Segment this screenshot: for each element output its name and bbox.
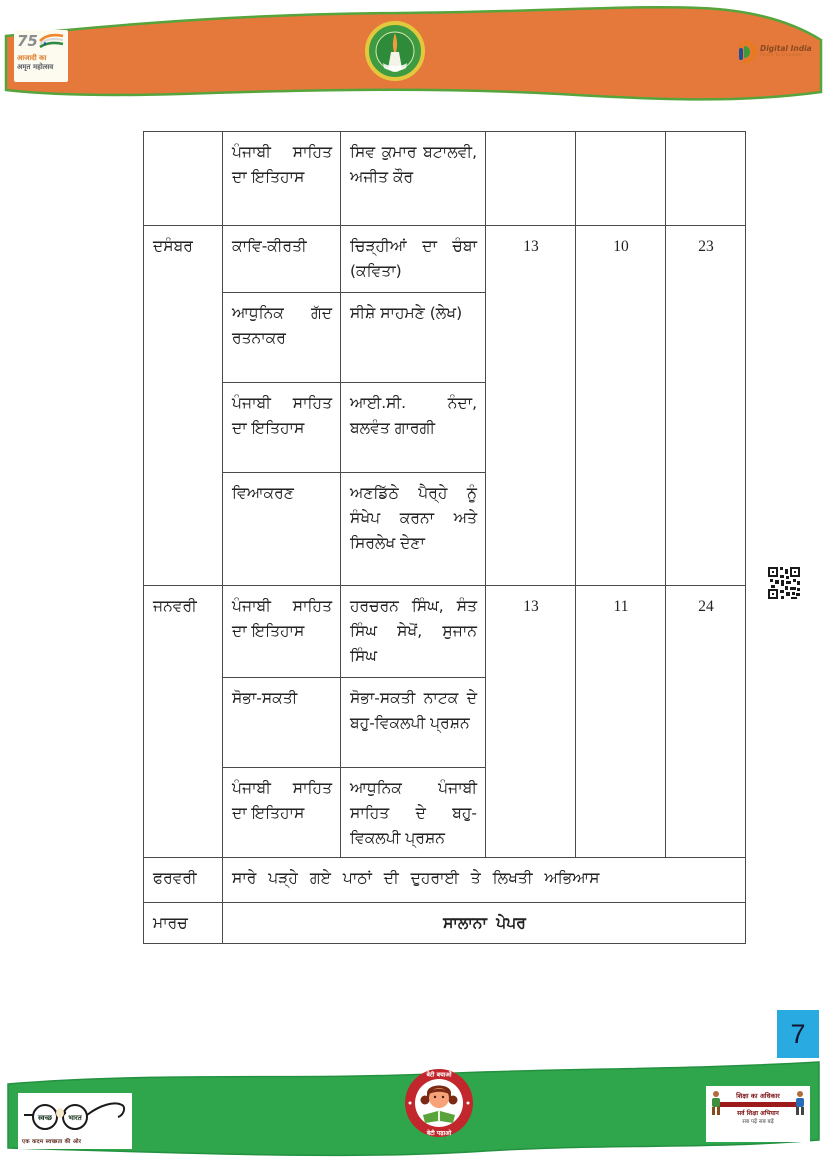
digital-india-logo <box>736 38 812 66</box>
rte-title: शिक्षा का अधिकार <box>736 1092 780 1100</box>
digital-india-title: Digital India <box>760 44 812 53</box>
spectacles-icon <box>18 1093 132 1137</box>
page-number-badge <box>777 1010 819 1058</box>
cell-num: 24 <box>666 586 746 858</box>
beti-bachao-beti-padhao-logo <box>403 1067 475 1139</box>
swachh-lens2-text: भारत <box>68 1114 82 1122</box>
education-board-emblem <box>365 19 425 83</box>
qr-code <box>766 563 802 601</box>
digital-india-mark-icon <box>736 38 758 66</box>
cell-content: ਸੀਸ਼ੇ ਸਾਹਮਣੇ (ਲੇਖ) <box>341 293 486 383</box>
cell-content: ਆਧੁਨਿਕ ਪੰਜਾਬੀ ਸਾਹਿਤ ਦੇ ਬਹੁ-ਵਿਕਲਪੀ ਪ੍ਰਸ਼ਨ <box>341 768 486 858</box>
table-row <box>144 226 746 293</box>
cell-content: ਸੋਭਾ-ਸਕਤੀ ਨਾਟਕ ਦੇ ਬਹੁ-ਵਿਕਲਪੀ ਪ੍ਰਸ਼ਨ <box>341 678 486 768</box>
azadi-line2: अमृत महोत्सव <box>17 63 54 71</box>
tricolor-flag-icon <box>38 32 64 50</box>
swachh-lens1-text: स्वच्छ <box>37 1114 53 1122</box>
cell-num: 10 <box>576 226 666 586</box>
cell-topic: ਵਿਆਕਰਣ <box>223 473 341 586</box>
cell-num <box>486 132 576 226</box>
azadi-line1: आजादी का <box>17 54 47 62</box>
cell-num: 13 <box>486 226 576 586</box>
cell-num: 11 <box>576 586 666 858</box>
cell-topic: ਸੋਭਾ-ਸਕਤੀ <box>223 678 341 768</box>
rte-child-left-icon <box>709 1090 723 1116</box>
cell-num: 23 <box>666 226 746 586</box>
cell-content: ਸਿਵ ਕੁਮਾਰ ਬਟਾਲਵੀ, ਅਜੀਤ ਕੌਰ <box>341 132 486 226</box>
beti-top-text: बेटी बचाओ <box>426 1071 452 1079</box>
cell-num <box>666 132 746 226</box>
table-row <box>144 132 746 226</box>
rte-line1: सर्व शिक्षा अभियान <box>737 1110 779 1117</box>
cell-content: ਅਣਡਿੱਠੇ ਪੈਰ੍ਹੇ ਨੂੰ ਸੰਖੇਪ ਕਰਨਾ ਅਤੇ ਸਿਰਲੇਖ ਦੇਣਾ <box>341 473 486 586</box>
azadi-amrit-mahotsav-logo <box>14 30 68 82</box>
swachh-tagline: एक कदम स्वच्छता की ओर <box>22 1139 82 1145</box>
table-row <box>144 858 746 903</box>
azadi-75-numeral: 75 <box>17 32 38 50</box>
table-row <box>144 903 746 944</box>
swachh-bharat-logo <box>18 1093 132 1149</box>
cell-month <box>144 132 223 226</box>
page-number: 7 <box>790 1018 806 1049</box>
cell-month: ਫਰਵਰੀ <box>144 858 223 903</box>
cell-content: ਆਈ.ਸੀ. ਨੰਦਾ, ਬਲਵੰਤ ਗਾਰਗੀ <box>341 383 486 473</box>
rte-child-right-icon <box>793 1090 807 1116</box>
cell-topic: ਪੰਜਾਬੀ ਸਾਹਿਤ ਦਾ ਇਤਿਹਾਸ <box>223 768 341 858</box>
cell-span-text: ਸਾਰੇ ਪੜ੍ਹੇ ਗਏ ਪਾਠਾਂ ਦੀ ਦੁਹਰਾਈ ਤੇ ਲਿਖਤੀ ਅਭਿਆਸ <box>223 858 746 903</box>
cell-topic: ਆਧੁਨਿਕ ਗੱਦ ਰਤਨਾਕਰ <box>223 293 341 383</box>
cell-month: ਮਾਰਚ <box>144 903 223 944</box>
beti-bottom-text: बेटी पढ़ाओ <box>426 1130 452 1137</box>
cell-month: ਦਸੰਬਰ <box>144 226 223 586</box>
digital-india-tagline: Power To Empower <box>760 53 803 58</box>
cell-span-text: ਸਾਲਾਨਾ ਪੇਪਰ <box>223 903 746 944</box>
cell-content: ਚਿੜ੍ਹੀਆਂ ਦਾ ਚੰਬਾ (ਕਵਿਤਾ) <box>341 226 486 293</box>
rte-line2: सब पढ़ें सब बढ़ें <box>742 1119 774 1125</box>
rte-red-bar <box>716 1102 800 1107</box>
cell-num: 13 <box>486 586 576 858</box>
cell-topic: ਪੰਜਾਬੀ ਸਾਹਿਤ ਦਾ ਇਤਿਹਾਸ <box>223 132 341 226</box>
cell-topic: ਪੰਜਾਬੀ ਸਾਹਿਤ ਦਾ ਇਤਿਹਾਸ <box>223 586 341 678</box>
cell-topic: ਕਾਵਿ-ਕੀਰਤੀ <box>223 226 341 293</box>
table-row <box>144 586 746 678</box>
syllabus-table <box>143 131 746 944</box>
cell-content: ਹਰਚਰਨ ਸਿੰਘ, ਸੰਤ ਸਿੰਘ ਸੇਖੋਂ, ਸੁਜਾਨ ਸਿੰਘ <box>341 586 486 678</box>
cell-num <box>576 132 666 226</box>
cell-month: ਜਨਵਰੀ <box>144 586 223 858</box>
cell-topic: ਪੰਜਾਬੀ ਸਾਹਿਤ ਦਾ ਇਤਿਹਾਸ <box>223 383 341 473</box>
right-to-education-logo <box>706 1086 810 1142</box>
